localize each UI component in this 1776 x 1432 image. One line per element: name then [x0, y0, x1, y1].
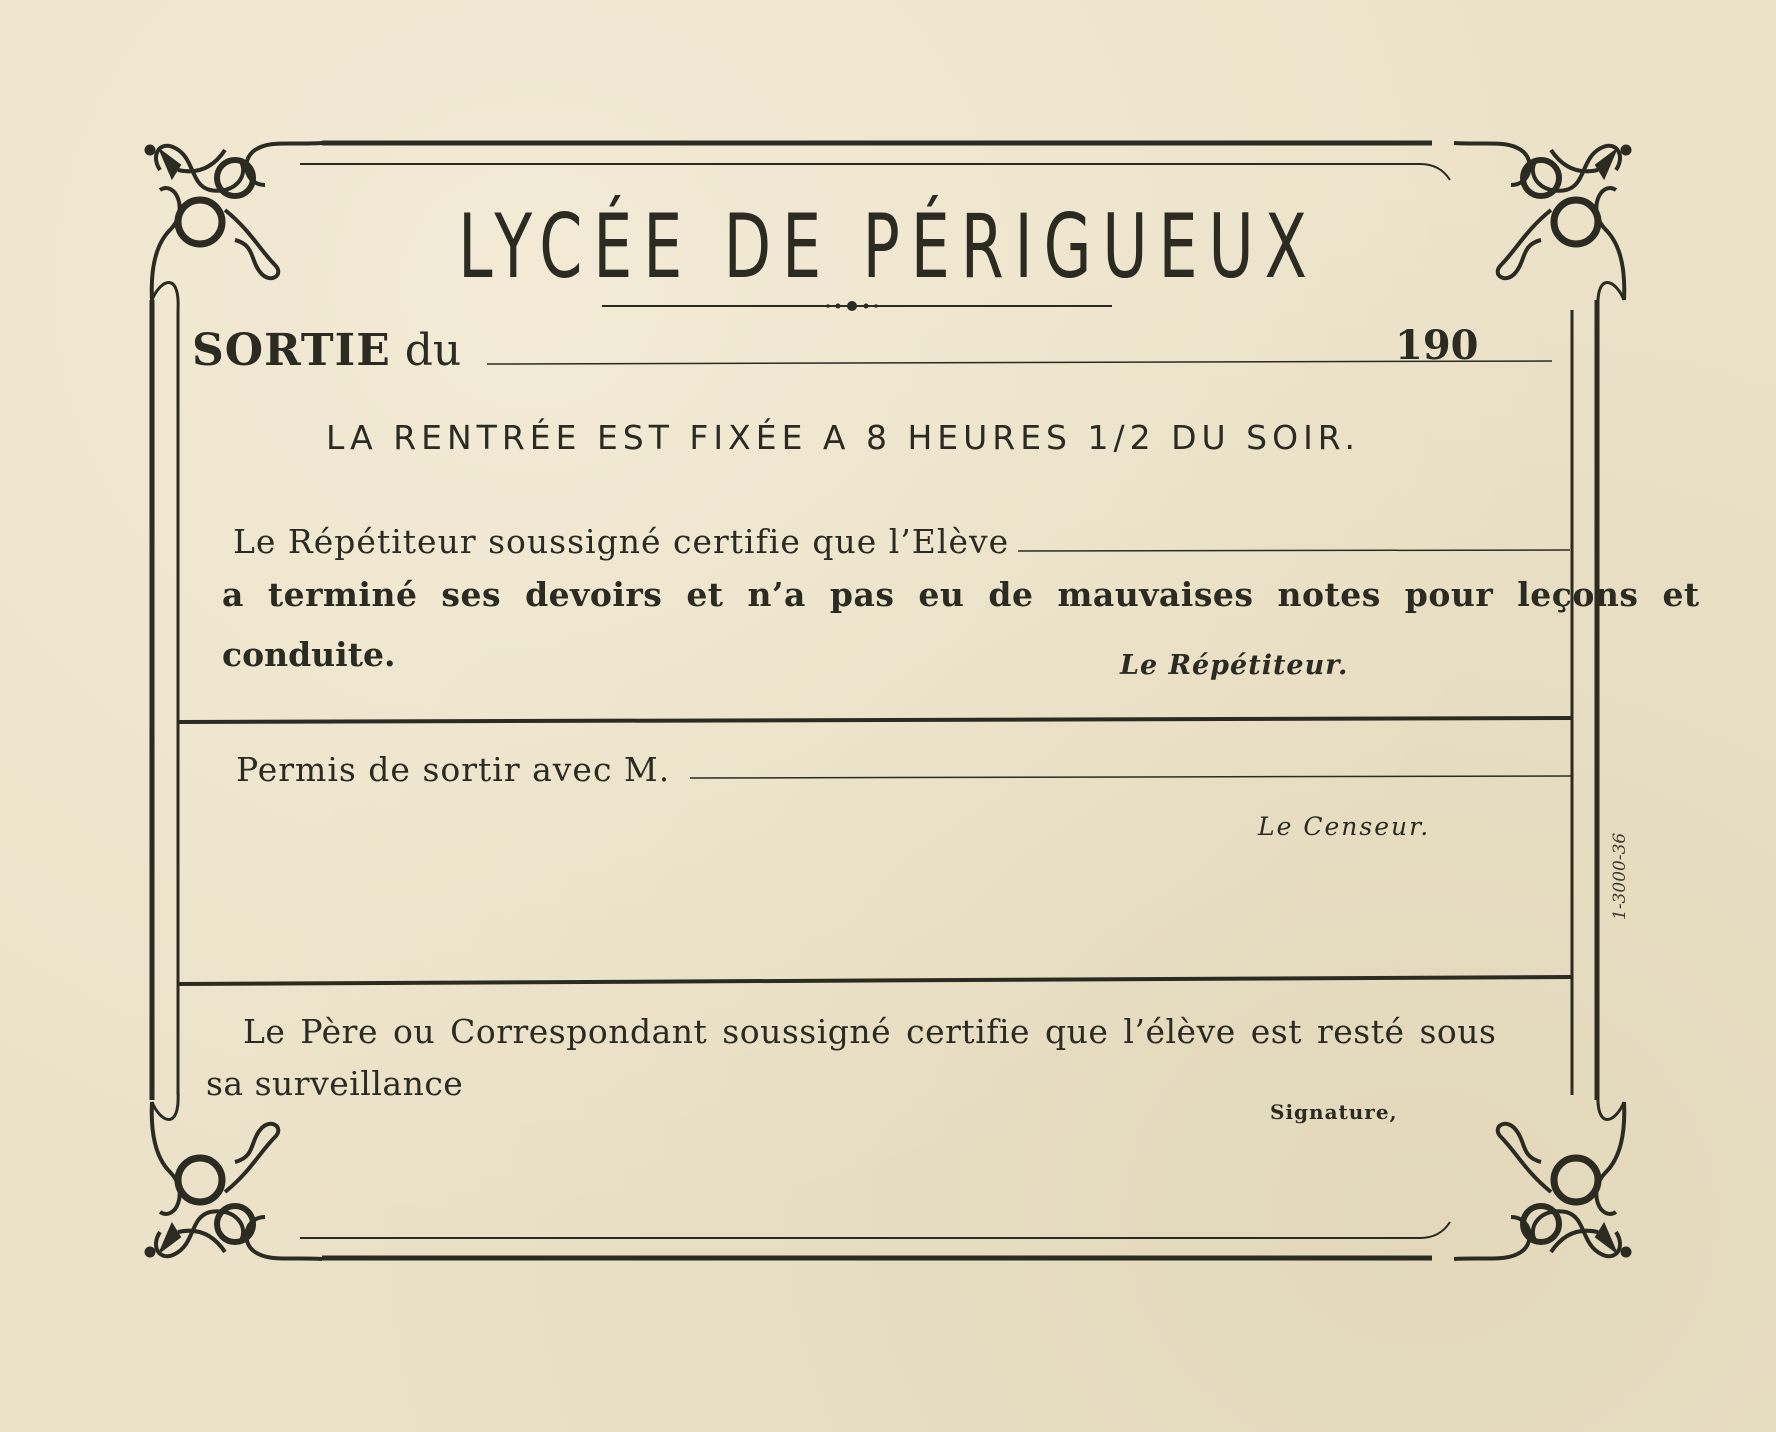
censeur-permission-line: Permis de sortir avec M.	[236, 750, 671, 789]
sortie-label	[192, 325, 461, 376]
repetiteur-line-3: conduite.	[222, 635, 396, 674]
return-time-notice: LA RENTRÉE EST FIXÉE A 8 HEURES 1/2 DU SOIR.	[326, 418, 1361, 457]
year-prefix: 190	[1395, 322, 1479, 369]
page-title: LYCÉE DE PÉRIGUEUX	[458, 195, 1318, 298]
pere-line-1: Le Père ou Correspondant soussigné certifie que l’élève est resté sous	[243, 1012, 1497, 1051]
sortie-label-bold: SORTIE	[192, 325, 391, 376]
repetiteur-signature-label: Le Répétiteur.	[1120, 650, 1349, 681]
repetiteur-line-2: a terminé ses devoirs et n’a pas eu de mauvaises notes pour leçons et	[222, 575, 1700, 614]
pere-signature-label: Signature,	[1270, 1100, 1398, 1124]
sortie-label-rest: du	[390, 325, 462, 376]
pere-line-2: sa surveillance	[206, 1064, 464, 1103]
repetiteur-line-1: Le Répétiteur soussigné certifie que l’Elève	[233, 522, 1010, 561]
censeur-signature-label: Le Censeur.	[1258, 812, 1431, 841]
print-code: 1-3000-36	[1610, 832, 1630, 920]
